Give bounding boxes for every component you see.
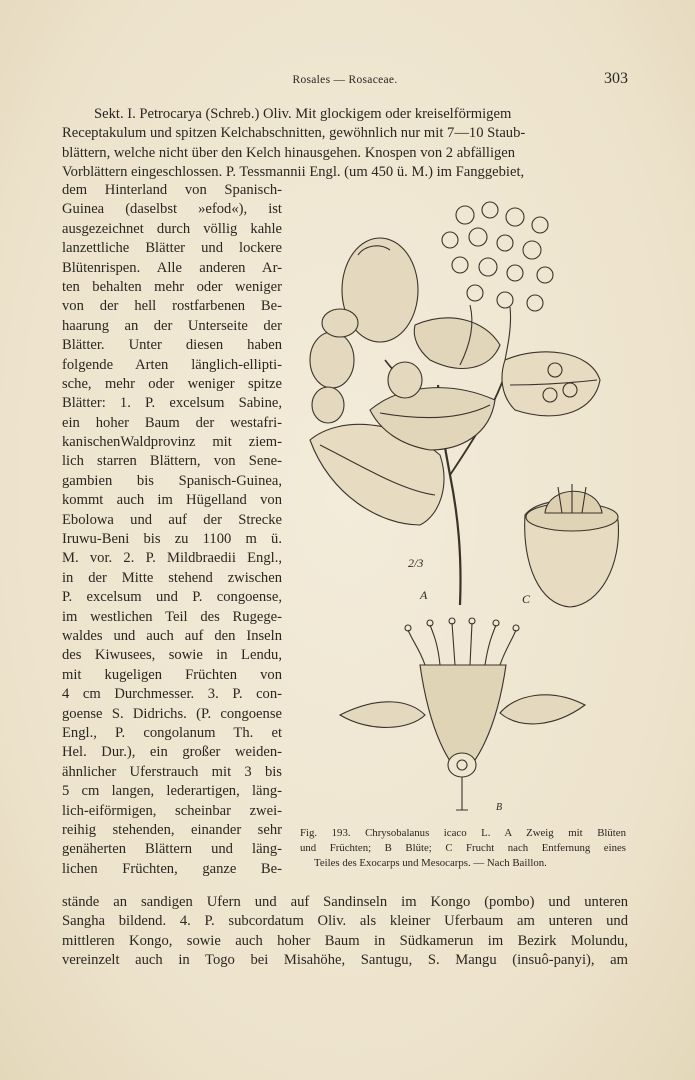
- text-line: im westlichen Teil des Rugege-: [62, 608, 282, 625]
- text-line: blättern, welche nicht über den Kelch hinausgehen. Knospen von 2 abfälligen: [62, 144, 516, 161]
- flower-section-b: [340, 618, 585, 810]
- text-line: gambien bis Spanisch-Guinea,: [62, 472, 282, 489]
- figure-label-a: A: [420, 588, 428, 602]
- text-line: goense S. Didrichs. (P. congoense: [62, 705, 282, 722]
- text-line: ähnlicher Uferstrauch mit 3 bis: [62, 763, 282, 780]
- text-line: Vorblättern eingeschlossen. P. Tessmannii Engl. (um 450 ü. M.) im Fanggebiet,: [62, 164, 525, 181]
- text-line: Guinea (daselbst »efod«), ist: [62, 201, 282, 218]
- text-line: M. vor. 2. P. Mildbraedii Engl.,: [62, 550, 282, 567]
- text-line: Blütenrispen. Alle anderen Ar-: [62, 259, 282, 276]
- fruit-small: [310, 332, 354, 388]
- text-line: reihig stehenden, einander sehr: [62, 821, 282, 838]
- text-line: Blätter: 1. P. excelsum Sabine,: [62, 395, 282, 412]
- text-line: kanischenWaldprovinz mit ziem-: [62, 434, 282, 451]
- text-line: ten behalten mehr oder weniger: [62, 278, 282, 295]
- text-line: ausgezeichnet durch völlig kahle: [62, 220, 282, 237]
- text-line: lanzettliche Blätter und lockere: [62, 240, 282, 257]
- figure-label-b: B: [496, 802, 503, 813]
- fruit-small: [322, 309, 358, 337]
- text-line: Receptakulum und spitzen Kelchabschnitten, gewöhnlich nur mit 7—10 Staub-: [62, 125, 526, 142]
- text-line: in der Mitte stehend zwischen: [62, 569, 282, 586]
- text-line: genäherten Blättern und läng-: [62, 841, 282, 858]
- text-line: Engl., P. congolanum Th. et: [62, 724, 282, 741]
- figure-label-c: C: [522, 592, 531, 606]
- text-line: 4 cm Durchmesser. 3. P. con-: [62, 686, 282, 703]
- text-line: lich-eiförmigen, scheinbar zwei-: [62, 802, 282, 819]
- page-number: 303: [604, 70, 628, 87]
- text-line: Sangha bildend. 4. P. subcordatum Oliv. als kleiner Uferbaum am unteren und: [62, 913, 628, 930]
- text-line: stände an sandigen Ufern und auf Sandinseln im Kongo (pombo) und unteren: [62, 894, 628, 910]
- fruit-small: [388, 362, 422, 398]
- bottom-text: [62, 893, 628, 971]
- text-line: Blätter. Unter diesen haben: [62, 337, 282, 354]
- running-title: Rosales — Rosaceae.: [292, 74, 398, 86]
- figure-caption: [300, 826, 626, 871]
- caption-line: Fig. 193. Chrysobalanus icaco L. A Zweig mit Blüten: [300, 827, 626, 839]
- text-line: mit kugeligen Früchten von: [62, 666, 282, 683]
- text-line: des Kiwusees, sowie in Lendu,: [62, 647, 282, 664]
- text-line: ein hoher Baum der westafri-: [62, 414, 282, 431]
- fruit-small: [312, 387, 344, 423]
- text-line: P. excelsum und P. congoense,: [62, 589, 282, 606]
- text-line: dem Hinterland von Spanisch-: [62, 182, 282, 198]
- text-line: mittleren Kongo, sowie auch hoher Baum in Südkamerun im Bezirk Molundu,: [62, 932, 628, 949]
- leaf-upper: [414, 318, 500, 368]
- chrysobalanus-illustration: [300, 195, 630, 825]
- fruit-section-c: [525, 484, 619, 607]
- text-line: Ebolowa und auf der Strecke: [62, 511, 282, 528]
- figure-scale-label: 2/3: [408, 556, 424, 570]
- text-line: Iruwu-Beni bis zu 1100 m ü.: [62, 531, 282, 548]
- text-line: waldes und auch auf den Inseln: [62, 627, 282, 644]
- column-text: [62, 181, 282, 879]
- text-line: lichen Früchten, ganze Be-: [62, 860, 282, 877]
- caption-line: und Früchten; B Blüte; C Frucht nach Entfernung eines: [300, 842, 626, 854]
- text-line: von der hell rostfarbenen Be-: [62, 298, 282, 315]
- text-line: sche, mehr oder weniger spitze: [62, 375, 282, 392]
- intro-paragraph: [62, 105, 628, 183]
- botanical-figure: [300, 195, 630, 825]
- text-line: folgende Arten länglich-ellipti-: [62, 356, 282, 373]
- text-line: vereinzelt auch in Togo bei Misahöhe, Santugu, S. Mangu (insuô-panyi), am: [62, 952, 628, 969]
- text-line: haarung an der Unterseite der: [62, 317, 282, 334]
- text-line: Hel. Dur.), ein großer weiden-: [62, 744, 282, 761]
- caption-line: Teiles des Exocarps und Mesocarps. — Nach Baillon.: [314, 857, 547, 869]
- text-line: lich starren Blättern, von Sene-: [62, 453, 282, 470]
- page-header: [62, 70, 628, 92]
- text-line: Sekt. I. Petrocarya (Schreb.) Oliv. Mit glockigem oder kreiselförmigem: [94, 106, 512, 122]
- text-line: kommt auch im Hügelland von: [62, 492, 282, 509]
- text-line: 5 cm langen, lederartigen, läng-: [62, 783, 282, 800]
